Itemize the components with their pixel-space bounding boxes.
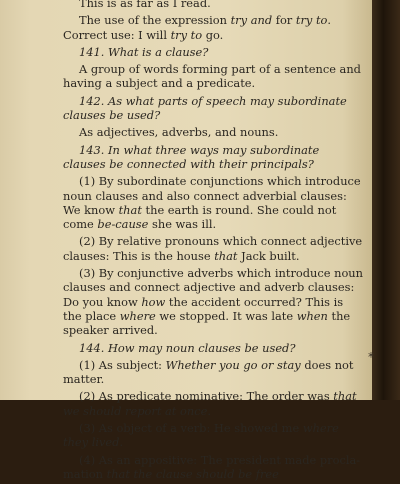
a143-3-text-3: the accident occurred? This is the place <box>63 294 344 323</box>
a143-2-text-2: that <box>214 248 238 263</box>
ink-mark-icon: * <box>368 350 374 364</box>
question-142: 142. As what parts of speech may subordinate clauses be used? <box>63 93 347 123</box>
answer-144-3 <box>63 421 365 450</box>
try-text-1: The use of the expression <box>79 13 231 28</box>
a143-3-text-4: where <box>119 308 156 323</box>
answer-143-1 <box>63 174 365 231</box>
a143-1-text-1: (1) By subordinate conjunctions which introduce noun clauses and also connect adverbial clauses: We know <box>63 174 361 217</box>
try-text-3: for <box>272 13 296 28</box>
try-text-6: try to <box>170 27 203 42</box>
a143-2-text-1: (2) By relative pronouns which connect adjective clauses: This is the house <box>63 234 363 263</box>
a143-1-text-4: be-cause <box>97 217 149 232</box>
a143-3-text-1: (3) By conjunctive adverbs which introduce noun clauses and connect adjective and adverb clauses: Do you know <box>63 266 363 309</box>
a144-4-text-2: that the clause should be free <box>106 466 279 481</box>
a144-4-text-1: (4) As an appositive: The president made procla-mation <box>63 452 361 481</box>
answer-142: As adjectives, adverbs, and nouns. <box>79 125 279 140</box>
a144-1-text-2: Whether you go or stay <box>165 357 301 372</box>
question-144: 144. How may noun clauses be used? <box>79 340 296 355</box>
answer-143-3 <box>63 266 365 337</box>
answer-144-4 <box>63 453 365 482</box>
a143-3-text-6: when <box>296 308 328 323</box>
a143-3-text-5: we stopped. It was late <box>155 308 297 323</box>
a143-3-text-2: how <box>141 294 166 309</box>
answer-144-1 <box>63 358 365 387</box>
a143-2-text-3: Jack built. <box>237 248 300 263</box>
try-text-5: . Correct use: I will <box>63 13 332 42</box>
a143-1-text-3: the earth is round. She could not come <box>63 202 337 232</box>
a143-1-text-2: that <box>118 202 142 217</box>
try-text-7: go. <box>202 27 224 42</box>
a144-2-text-2: that we should report at once <box>63 389 357 418</box>
a143-3-text-7: the speaker arrived. <box>63 308 351 338</box>
question-141: 141. What is a clause? <box>79 44 209 59</box>
a144-2-text-1: (2) As predicate nominative: The order was <box>79 389 334 404</box>
try-paragraph <box>63 13 365 42</box>
top-line-text: This is as far as I read. <box>79 0 211 10</box>
a144-3-text-3: . <box>119 435 124 450</box>
answer-143-2 <box>63 234 365 263</box>
a144-3-text-1: (3) As object of a verb: He showed me <box>79 421 303 436</box>
a144-1-text-1: (1) As subject: <box>79 357 166 372</box>
try-text-2: try and <box>230 13 273 28</box>
a144-2-text-3: . <box>207 403 211 418</box>
a143-1-text-5: she was ill. <box>148 217 217 232</box>
question-143: 143. In what three ways may subordinate clauses be connected with their principals? <box>63 142 320 171</box>
a144-1-text-3: does not matter. <box>63 357 354 387</box>
page-text <box>63 0 365 484</box>
top-line <box>63 0 365 10</box>
a144-3-text-2: where they lived <box>63 421 339 450</box>
answer-144-2 <box>63 389 365 418</box>
book-page-edge <box>372 0 400 400</box>
try-text-4: try to <box>295 13 328 28</box>
answer-141: A group of words forming part of a sentence and having a subject and a predicate. <box>63 62 361 91</box>
